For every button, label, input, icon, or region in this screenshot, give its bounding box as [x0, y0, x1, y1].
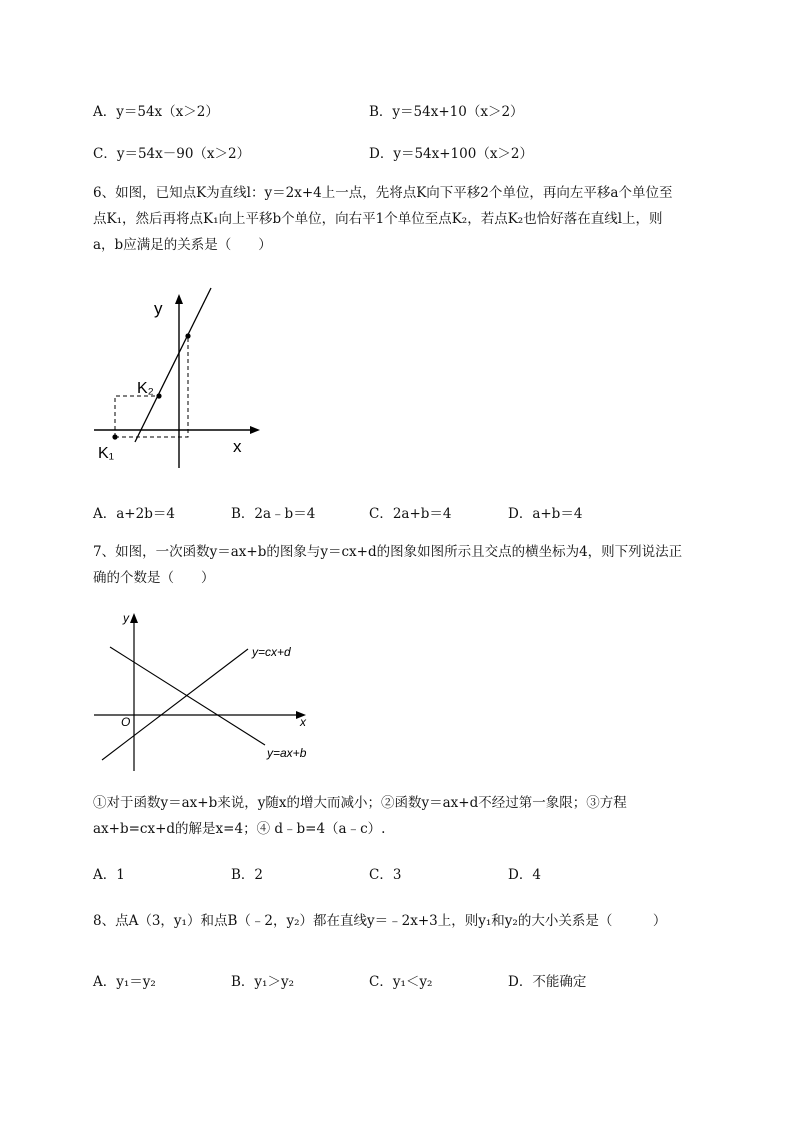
q6-stem-line-1: 6、如图，已知点K为直线l：y＝2x+4上一点，先将点K向下平移2个单位，再向左平移a个单位至	[93, 185, 673, 201]
q7-option-b: B．2	[231, 867, 264, 883]
q7-stem-line-1: 7、如图，一次函数y＝ax+b的图象与y＝cx+d的图象如图所示且交点的横坐标为4，则下列说法正	[93, 544, 683, 560]
q6-option-b: B．2a﹣b＝4	[231, 506, 316, 522]
q7-stem	[93, 539, 743, 591]
q8-option-c: C．y₁＜y₂	[369, 974, 433, 990]
q6-option-c: C．2a+b＝4	[369, 506, 452, 522]
q7-y-label: y	[123, 611, 129, 625]
q6-line-l	[135, 288, 211, 442]
q6-figure	[90, 282, 280, 472]
q7-line-ax-b	[110, 647, 265, 745]
q8-stem-line-1: 8、点A（3，y₁）和点B（﹣2，y₂）都在直线y＝﹣2x+3上，则y₁和y₂的大小关系是（ ）	[93, 913, 667, 929]
q6-point-k	[185, 333, 190, 338]
q7-figure	[90, 605, 320, 777]
q5-option-d: D．y＝54x+100（x＞2）	[369, 146, 534, 162]
q6-stem-line-3: a，b应满足的关系是（ ）	[93, 237, 272, 253]
q6-dashed-k1-k2	[115, 396, 159, 437]
q7-statement-line-1: ①对于函数y＝ax+b来说，y随x的增大而减小；②函数y＝ax+d不经过第一象限；③方程	[93, 795, 627, 811]
q5-option-b: B．y＝54x+10（x＞2）	[369, 104, 524, 120]
q6-stem	[93, 180, 743, 258]
q5-option-c: C．y＝54x－90（x＞2）	[93, 146, 251, 162]
q7-statement-line-2: ax+b=cx+d的解是x=4；④ d﹣b=4（a﹣c）.	[93, 821, 386, 837]
q8-option-b: B．y₁＞y₂	[231, 974, 294, 990]
q6-point-k2	[156, 393, 161, 398]
q6-option-a: A．a+2b＝4	[93, 506, 175, 522]
q5-option-a: A．y＝54x（x＞2）	[93, 104, 219, 120]
q8-option-a: A．y₁＝y₂	[93, 974, 156, 990]
q7-x-label: x	[300, 715, 306, 729]
q6-point-k1	[112, 434, 117, 439]
q6-y-arrow-icon	[175, 294, 183, 304]
q6-option-d: D．a+b＝4	[508, 506, 583, 522]
q6-x-label: x	[233, 437, 242, 456]
q8-stem	[93, 908, 743, 934]
q6-k2-label: K₂	[137, 380, 154, 397]
q7-option-d: D．4	[508, 867, 541, 883]
q7-line-ab-label: y=ax+b	[267, 746, 307, 760]
q7-y-arrow-icon	[130, 613, 138, 623]
q7-statements	[93, 790, 743, 842]
q7-line-cd-label: y=cx+d	[252, 645, 291, 659]
q6-stem-line-2: 点K₁，然后再将点K₁向上平移b个单位，向右平1个单位至点K₂，若点K₂也恰好落在直线l上，则	[93, 211, 663, 227]
q8-option-d: D．不能确定	[508, 974, 587, 990]
q7-stem-line-2: 确的个数是（ ）	[93, 570, 215, 586]
q7-origin-label: O	[121, 715, 131, 729]
q6-x-arrow-icon	[250, 426, 260, 434]
q7-option-c: C．3	[369, 867, 402, 883]
q6-y-label: y	[154, 299, 163, 318]
q6-k1-label: K₁	[98, 445, 115, 462]
q7-line-cx-d	[102, 649, 248, 760]
q7-option-a: A．1	[93, 867, 125, 883]
